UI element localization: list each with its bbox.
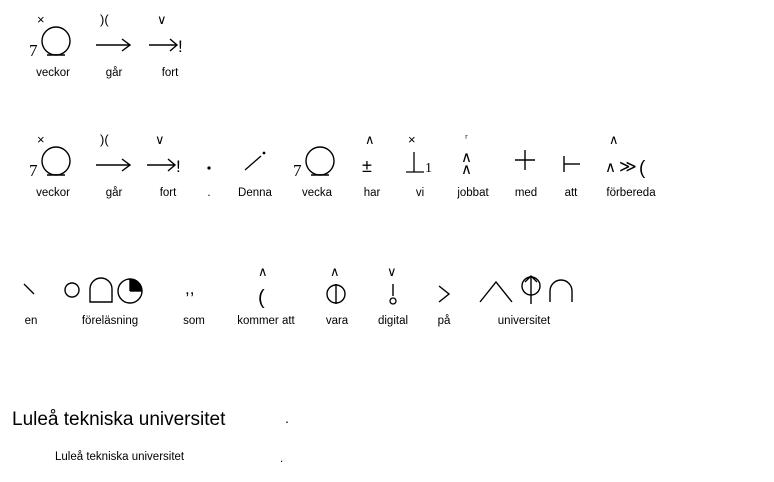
gloss-label: Denna — [238, 187, 272, 199]
svg-text:×: × — [408, 132, 416, 147]
svg-text:∧: ∧ — [461, 161, 472, 178]
page-title: Luleå tekniska universitet — [12, 409, 226, 430]
glyph-group-att — [550, 128, 592, 200]
subtitle-block — [55, 450, 184, 464]
svg-text:×: × — [37, 12, 45, 27]
glyph-group-en — [8, 258, 54, 328]
gloss-label: har — [363, 187, 381, 199]
glyph-group-vecka — [286, 128, 348, 200]
gloss-label: fort — [161, 67, 179, 79]
glyph-group-forelasning — [54, 258, 166, 328]
svg-text:1: 1 — [425, 161, 432, 176]
glyph-group-vi — [396, 128, 444, 200]
gloss-label: veckor — [36, 187, 70, 199]
subtitle-trailing-mark: . — [280, 453, 284, 465]
gloss-label: går — [105, 67, 123, 79]
gloss-label: en — [24, 315, 38, 327]
arrow-right-with-reversed-parens-icon — [86, 128, 142, 180]
paren-with-caret-icon — [222, 258, 310, 308]
title-trailing-mark: . — [285, 410, 289, 426]
glyph-group-forbereda — [592, 128, 670, 200]
svg-text:)(: )( — [100, 12, 109, 27]
gloss-label: vi — [415, 187, 425, 199]
page-subtitle: Luleå tekniska universitet — [55, 451, 185, 463]
svg-text:∧: ∧ — [258, 264, 268, 279]
svg-text:!: ! — [178, 37, 183, 56]
backslash-tick-icon — [8, 258, 54, 308]
gloss-label: fort — [159, 187, 177, 199]
seven-circle-icon — [286, 128, 348, 180]
svg-text:∨: ∨ — [157, 12, 167, 27]
svg-text:∧: ∧ — [330, 264, 340, 279]
gloss-label: går — [105, 187, 123, 199]
svg-text:!: ! — [176, 157, 181, 176]
svg-text:(: ( — [639, 158, 646, 179]
gloss-label: universitet — [497, 315, 551, 327]
gloss-label: veckor — [36, 67, 70, 79]
svg-text:,,: ,, — [185, 279, 195, 298]
greater-than-icon — [422, 258, 466, 308]
arrow-right-with-reversed-parens-icon — [86, 8, 142, 60]
svg-text:∧: ∧ — [365, 132, 375, 147]
glyph-group-har — [348, 128, 396, 200]
svg-text:≫: ≫ — [619, 157, 637, 176]
svg-text:∨: ∨ — [387, 264, 397, 279]
svg-text:∧: ∧ — [461, 149, 472, 166]
glyph-group-universitet — [466, 258, 582, 328]
glyph-group-pa — [422, 258, 466, 328]
svg-text:7: 7 — [29, 41, 38, 60]
glyph-group-fort-2 — [142, 128, 194, 200]
glyph-group-veckor-2 — [20, 128, 86, 200]
shorthand-line-2 — [20, 128, 670, 200]
exclamation-circle-with-v-icon — [364, 258, 422, 308]
short-slash-with-dot-icon — [224, 128, 286, 180]
svg-text:(: ( — [258, 287, 265, 309]
svg-text:∧: ∧ — [605, 159, 616, 176]
glyph-group-gar-2 — [86, 128, 142, 200]
glyph-group-digital — [364, 258, 422, 328]
tee-one-with-x-icon — [396, 128, 444, 180]
arrow-right-exclamation-with-v-icon — [142, 128, 194, 180]
gloss-label: digital — [377, 315, 409, 327]
glyph-group-gar-1 — [86, 8, 142, 80]
glyph-group-period — [194, 128, 224, 200]
svg-text:∨: ∨ — [155, 132, 165, 147]
svg-text:∧: ∧ — [609, 132, 619, 147]
gloss-label: vecka — [301, 187, 333, 199]
circle-arch-pie-icon — [54, 258, 166, 308]
glyph-group-jobbat — [444, 128, 502, 200]
turnstile-icon — [550, 128, 592, 180]
glyph-group-vara — [310, 258, 364, 328]
glyph-group-med — [502, 128, 550, 200]
dot-icon — [194, 128, 224, 180]
glyph-group-denna — [224, 128, 286, 200]
glyph-group-veckor-1 — [20, 8, 86, 80]
double-caret-with-tick-icon — [444, 128, 502, 180]
caret-guillemet-paren-icon — [592, 128, 670, 180]
gloss-label: med — [514, 187, 538, 199]
svg-text:7: 7 — [29, 161, 38, 180]
glyph-group-som — [166, 258, 222, 328]
arrow-right-exclamation-with-v-icon — [142, 8, 198, 60]
title-block — [12, 408, 225, 432]
svg-text:7: 7 — [293, 161, 302, 180]
plus-icon — [502, 128, 550, 180]
gloss-label: . — [207, 187, 211, 199]
double-comma-icon — [166, 258, 222, 308]
glyph-group-fort-1 — [142, 8, 198, 80]
svg-text:)(: )( — [100, 132, 109, 147]
shorthand-line-3 — [8, 258, 582, 328]
gloss-label: som — [183, 315, 205, 327]
gloss-label: vara — [325, 315, 349, 327]
glyph-group-kommer-att — [222, 258, 310, 328]
gloss-label: att — [564, 187, 578, 199]
circle-with-bar-and-caret-icon — [310, 258, 364, 308]
svg-text:±: ± — [362, 156, 372, 176]
svg-text:×: × — [37, 132, 45, 147]
gloss-label: jobbat — [457, 187, 489, 199]
seven-circle-with-x-mark-icon — [20, 8, 86, 60]
gloss-label: på — [437, 315, 451, 327]
svg-text:ʳ: ʳ — [465, 131, 468, 145]
arch-anchor-arch-icon — [466, 258, 582, 308]
plus-minus-with-caret-icon — [348, 128, 396, 180]
gloss-label: kommer att — [237, 315, 295, 327]
gloss-label: förbereda — [606, 187, 656, 199]
gloss-label: föreläsning — [81, 315, 139, 327]
shorthand-line-1 — [20, 8, 198, 80]
seven-circle-with-x-mark-icon — [20, 128, 86, 180]
